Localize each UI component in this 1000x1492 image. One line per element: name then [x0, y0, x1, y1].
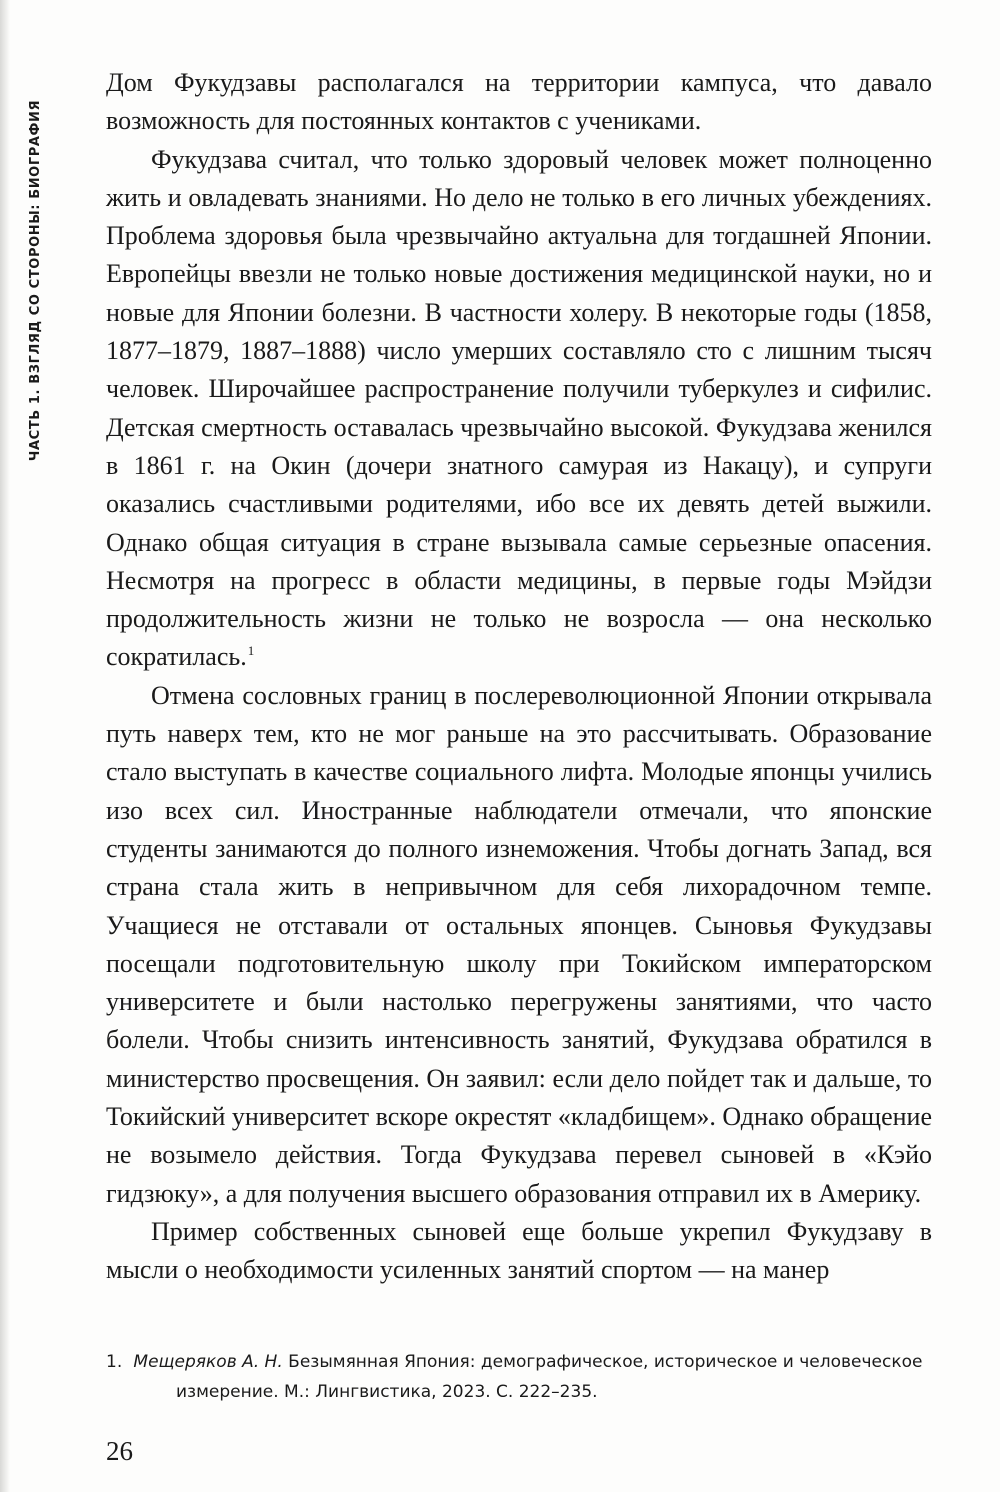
- footnote-text: Безымянная Япония: демографическое, историческое и человеческое измерение. М.: Лингвистика, 2023. С. 222–235.: [176, 1352, 923, 1402]
- footnote-number: 1.: [106, 1352, 123, 1372]
- running-head-text: ЧАСТЬ 1. ВЗГЛЯД СО СТОРОНЫ: БИОГРАФИЯ: [28, 99, 44, 461]
- footnote-line: [106, 1347, 932, 1407]
- body-text: [106, 64, 932, 1290]
- paragraph-4: Пример собственных сыновей еще больше укрепил Фукудзаву в мысли о необходимости усиленных занятий спортом — на манер: [106, 1216, 932, 1285]
- paragraph-1: Дом Фукудзавы располагался на территории кампуса, что давало возможность для постоянных контактов с учениками.: [106, 68, 932, 136]
- footnote-author: Мещеряков А. Н.: [133, 1352, 283, 1372]
- paragraph-2: [106, 141, 932, 677]
- running-head: [22, 80, 50, 480]
- footnote-reference[interactable]: 1: [247, 643, 255, 659]
- spine-shadow: [0, 0, 10, 1492]
- page-number: 26: [106, 1436, 133, 1466]
- paragraph-3: Отмена сословных границ в послереволюционной Японии открывала путь наверх тем, кто не мог раньше на это рассчитывать. Образование стало выступать в качестве социального лифта. Молодые японцы учились изо всех сил. Иностранные наблюдатели отмечали, что японские студенты занимаются до полного изнеможения. Чтобы догнать Запад, вся страна стала жить в непривычном для себя лихорадочном темпе. Учащиеся не отставали от остальных японцев. Сыновья Фукудзавы посещали подготовительную школу при Токийском императорском университете и были настолько перегружены занятиями, что часто болели. Чтобы снизить интенсивность занятий, Фукудзава обратился в министерство просвещения. Он заявил: если дело пойдет так и дальше, то Токийский университет вскоре окрестят «кладбищем». Однако обращение не возымело действия. Тогда Фукудзава перевел сыновей в «Кэйо гидзюку», а для получения высшего образования отправил их в Америку.: [106, 680, 932, 1208]
- paragraph-2-text: Фукудзава считал, что только здоровый человек может полноценно жить и овладевать знаниями. Но дело не только в его личных убеждениях. Проблема здоровья была чрезвычайно актуальна для тогдашней Японии. Европейцы ввезли не только новые достижения медицинской науки, но и новые для Японии болезни. В частности холеру. В некоторые годы (1858, 1877–1879, 1887–1888) число умерших составляло сто с лишним тысяч человек. Широчайшее распространение получили туберкулез и сифилис. Детская смертность оставалась чрезвычайно высокой. Фукудзава женился в 1861 г. на Окин (дочери знатного самурая из Накацу), и супруги оказались счастливыми родителями, ибо все их девять детей выжили. Однако общая ситуация в стране вызывала самые серьезные опасения. Несмотря на прогресс в области медицины, в первые годы Мэйдзи продолжительность жизни не только не возросла — она несколько сократилась.: [106, 144, 932, 672]
- footnote: [106, 1347, 932, 1407]
